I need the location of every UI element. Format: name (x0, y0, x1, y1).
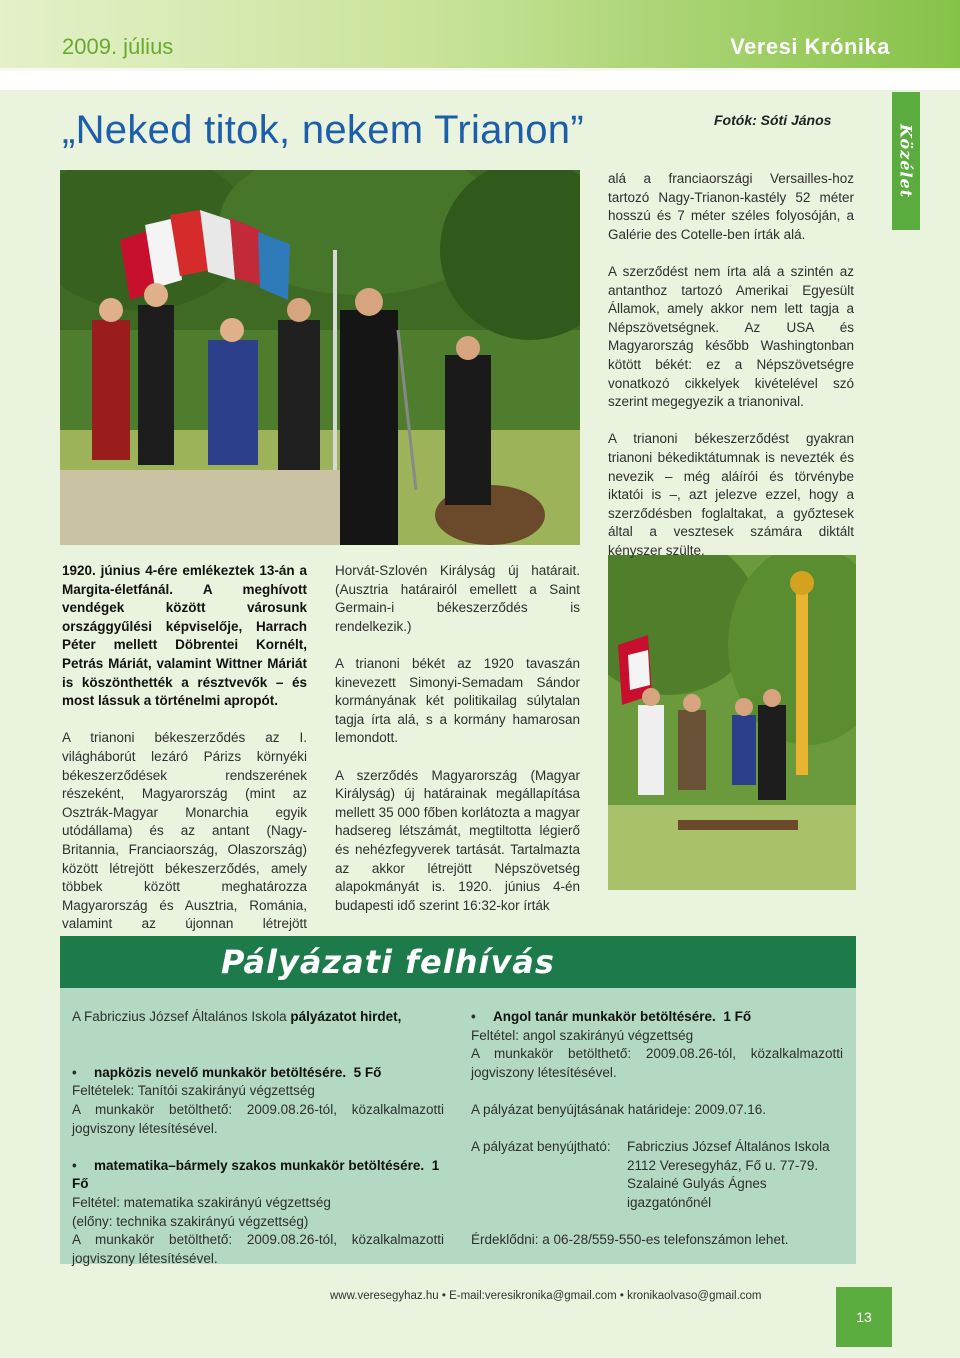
notice-intro-bold: pályázatot hirdet, (290, 1009, 402, 1024)
article-title: „Neked titok, nekem Trianon” (62, 108, 584, 152)
position-count: 1 Fő (72, 1157, 440, 1192)
notice-title: Pályázati felhívás (221, 943, 555, 981)
life-tree-photo (608, 555, 856, 890)
magazine-name: Veresi Krónika (730, 34, 890, 59)
article-paragraph: A trianoni békeszerződés az I. világháborút lezáró Párizs környéki békeszerződések rendszerének részeként, Magyarország (mint az Osztrák-Magyar Monarchia egyik utódállama) és az antant (Nagy-Britannia, Franciaország, Olaszország) között létrejött békeszerződés, amely többek között meghatározza Magyarország és Ausztria, Románia, valamint az újonnan létrejött (62, 730, 307, 932)
article-column-1 (62, 562, 307, 971)
address-line: Fabriczius József Általános Iskola (627, 1139, 830, 1155)
position-title (471, 1008, 843, 1027)
footer-links: www.veresegyhaz.hu • E-mail:veresikronika@gmail.com • kronikaolvaso@gmail.com (330, 1290, 762, 1302)
notice-intro (72, 1008, 444, 1027)
notice-deadline: A pályázat benyújtásának határideje: 2009.07.16. (471, 1101, 766, 1117)
position-title (72, 1157, 444, 1194)
position-name: matematika–bármely szakos munkakör betöltésére. (94, 1157, 425, 1173)
notice-intro-text: A Fabriczius József Általános Iskola (72, 1009, 291, 1024)
article-paragraph: A trianoni békét az 1920 tavaszán kinevezett Simonyi-Semadam Sándor kormányának két politikailag súlytalan tagja írta alá, s a kormány hamarosan lemondott. (335, 655, 580, 746)
submission-label: A pályázat benyújtható: (471, 1139, 611, 1155)
position-title (72, 1064, 444, 1083)
position-count: 5 Fő (353, 1064, 382, 1080)
position-requirement: (előny: technika szakirányú végzettség) (72, 1213, 309, 1229)
article-paragraph: A trianoni békeszerződést gyakran trianoni békediktátumnak is nevezték és nevezik – még aláírói és törvénybe iktatói is –, azt jelezve ezzel, hogy a szerződésben foglaltakat, a győztesek által a vesztesek számára diktált kényszer szülte. (608, 431, 854, 558)
photo-credit: Fotók: Sóti János (714, 112, 832, 128)
article-column-3 (608, 170, 854, 579)
address-line: 2112 Veresegyház, Fő u. 77-79. (627, 1157, 819, 1173)
address-line: igazgatónőnél (627, 1194, 712, 1210)
issue-date: 2009. július (62, 34, 174, 59)
article-paragraph: A szerződés Magyarország (Magyar Királyság) új határainak megállapítása mellett 35 000 főben korlátozta a magyar hadsereg létszámát, megtiltotta légierő és nehézfegyverek tartását. Tartalmazta az akkor létrejött Népszövetség alapokmányát is. 1920. június 4-én budapesti idő szerint 16:32-kor írták (335, 767, 580, 913)
position-count: 1 Fő (723, 1009, 752, 1024)
address-line: Szalainé Gulyás Ágnes (627, 1176, 767, 1192)
article-paragraph: alá a franciaországi Versailles-hoz tartozó Nagy-Trianon-kastély 52 méter hosszú és 7 méter széles folyosóján, a Galérie des Cotelle-ben írták alá. (608, 171, 854, 242)
article-lead: 1920. június 4-ére emlékeztek 13-án a Margita-életfánál. A meghívott vendégek között városunk országgyűlési képviselője, Harrach Péter mellett Döbrentei Kornélt, Petrás Máriát, valamint Wittner Máriát is köszönthették a résztvevők – és most lássuk a történelmi apropót. (62, 563, 307, 709)
bullet-icon: • (72, 1064, 77, 1080)
ceremony-photo (60, 170, 580, 545)
bullet-icon: • (72, 1157, 77, 1173)
header-divider (0, 68, 960, 71)
section-tab (892, 92, 920, 230)
position-requirement: Feltétel: angol szakirányú végzettség (471, 1027, 694, 1043)
article-paragraph: A szerződést nem írta alá a szintén az antanthoz tartozó Amerikai Egyesült Államok, amely akkor nem lett tagja a Népszövetségnek. Az USA és Magyarország később Washingtonban kötött békét: ez a Népszövetségre vonatkozó cikkelyek kivételével szó szerint megegyezik a trianonival. (608, 263, 854, 410)
position-name: Angol tanár munkakör betöltésére. (493, 1009, 716, 1024)
bullet-icon: • (471, 1009, 476, 1024)
article-column-2 (335, 562, 580, 934)
article-paragraph: Horvát-Szlovén Királyság új határait. (Ausztria határairól emellett a Saint Germain-i békeszerződés is rendelkezik.) (335, 563, 580, 634)
notice-header (60, 936, 856, 988)
page-number-box (836, 1287, 892, 1347)
notice-column-1 (72, 1008, 444, 1268)
submission-address (471, 1138, 843, 1212)
position-start: A munkakör betölthető: 2009.08.26-tól, közalkalmazotti jogviszony létesítésével. (471, 1046, 843, 1080)
position-name: napközis nevelő munkakör betöltésére. (94, 1064, 347, 1080)
page-number: 13 (856, 1309, 872, 1325)
position-requirement: Feltételek: Tanítói szakirányú végzettség (72, 1083, 315, 1099)
page-header (0, 0, 960, 68)
notice-contact: Érdeklődni: a 06-28/559-550-es telefonszámon lehet. (471, 1232, 789, 1248)
position-start: A munkakör betölthető: 2009.08.26-tól, közalkalmazotti jogviszony létesítésével. (72, 1232, 444, 1266)
section-tab-label: Közélet (896, 123, 916, 199)
position-start: A munkakör betölthető: 2009.08.26-tól, közalkalmazotti jogviszony létesítésével. (72, 1101, 444, 1136)
position-requirement: Feltétel: matematika szakirányú végzettség (72, 1194, 331, 1210)
notice-column-2 (471, 1008, 843, 1250)
